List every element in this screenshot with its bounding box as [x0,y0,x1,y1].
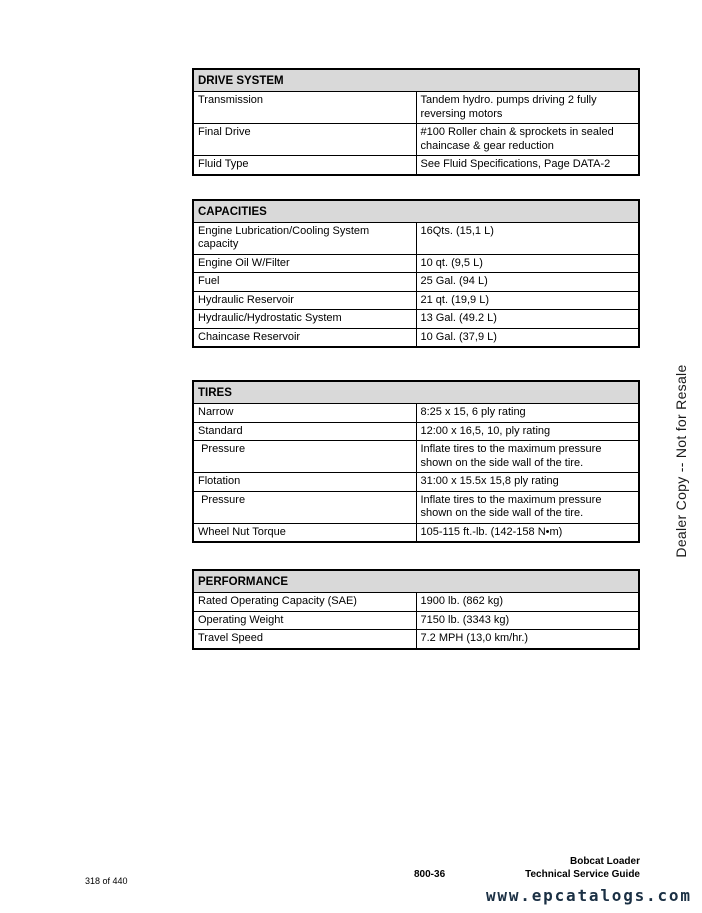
spec-row [193,254,639,273]
table-title-performance: PERFORMANCE [193,570,639,593]
table-title-drive-system: DRIVE SYSTEM [193,69,639,92]
table-header-row [193,69,639,92]
table-header-row [193,381,639,404]
page-count: 318 of 440 [85,876,128,886]
table-title-capacities: CAPACITIES [193,200,639,223]
spec-label: Rated Operating Capacity (SAE) [193,593,416,612]
performance-table-body [193,593,639,649]
spec-row [193,291,639,310]
spec-label: Engine Lubrication/Cooling System capacity [193,222,416,254]
spec-value: 16Qts. (15,1 L) [416,222,639,254]
spec-value: Tandem hydro. pumps driving 2 fully reversing motors [416,92,639,124]
spec-value: Inflate tires to the maximum pressure shown on the side wall of the tire. [416,441,639,473]
spec-row [193,92,639,124]
spec-label: Operating Weight [193,611,416,630]
doc-title [440,856,640,881]
drive-system-table [192,68,640,176]
spec-label: Transmission [193,92,416,124]
spec-row [193,273,639,292]
spec-row [193,310,639,329]
table-title-tires: TIRES [193,381,639,404]
spec-label: Pressure [193,491,416,523]
spec-row [193,593,639,612]
spec-row [193,156,639,175]
spec-tables-area [192,68,640,650]
spec-row [193,491,639,523]
spec-label: Engine Oil W/Filter [193,254,416,273]
spec-label: Hydraulic/Hydrostatic System [193,310,416,329]
spec-value: 31:00 x 15.5x 15,8 ply rating [416,473,639,492]
drive-system-table-body [193,92,639,175]
spec-row [193,422,639,441]
spec-label: Pressure [193,441,416,473]
spec-label: Standard [193,422,416,441]
spec-value: 8:25 x 15, 6 ply rating [416,404,639,423]
spec-value: Inflate tires to the maximum pressure shown on the side wall of the tire. [416,491,639,523]
spec-label: Chaincase Reservoir [193,328,416,347]
doc-title-line2: Technical Service Guide [525,868,640,880]
spec-row [193,222,639,254]
table-header-row [193,200,639,223]
spec-value: 10 Gal. (37,9 L) [416,328,639,347]
spec-value: 1900 lb. (862 kg) [416,593,639,612]
spec-row [193,611,639,630]
tires-table [192,380,640,543]
doc-title-line1: Bobcat Loader [569,856,640,867]
spec-label: Narrow [193,404,416,423]
spec-value: 10 qt. (9,5 L) [416,254,639,273]
spec-value: 7150 lb. (3343 kg) [416,611,639,630]
spec-row [193,523,639,542]
spec-value: #100 Roller chain & sprockets in sealed chaincase & gear reduction [416,124,639,156]
table-header-row [193,570,639,593]
spec-value: 7.2 MPH (13,0 km/hr.) [416,630,639,649]
site-watermark-url: www.epcatalogs.com [486,886,692,905]
section-page-number: 800-36 [414,869,446,880]
spec-row [193,473,639,492]
spec-value: 12:00 x 16,5, 10, ply rating [416,422,639,441]
spec-row [193,404,639,423]
performance-table [192,569,640,650]
spec-label: Flotation [193,473,416,492]
capacities-table-body [193,222,639,347]
spec-row [193,124,639,156]
spec-value: 105-115 ft.-lb. (142-158 N•m) [416,523,639,542]
spec-label: Travel Speed [193,630,416,649]
spec-row [193,328,639,347]
spec-value: See Fluid Specifications, Page DATA-2 [416,156,639,175]
spec-label: Fuel [193,273,416,292]
spec-label: Final Drive [193,124,416,156]
spec-value: 25 Gal. (94 L) [416,273,639,292]
dealer-copy-watermark: Dealer Copy -- Not for Resale [673,364,689,558]
capacities-table [192,199,640,349]
spec-value: 13 Gal. (49.2 L) [416,310,639,329]
spec-row [193,441,639,473]
spec-label: Hydraulic Reservoir [193,291,416,310]
spec-label: Wheel Nut Torque [193,523,416,542]
spec-value: 21 qt. (19,9 L) [416,291,639,310]
spec-row [193,630,639,649]
tires-table-body [193,404,639,543]
spec-label: Fluid Type [193,156,416,175]
